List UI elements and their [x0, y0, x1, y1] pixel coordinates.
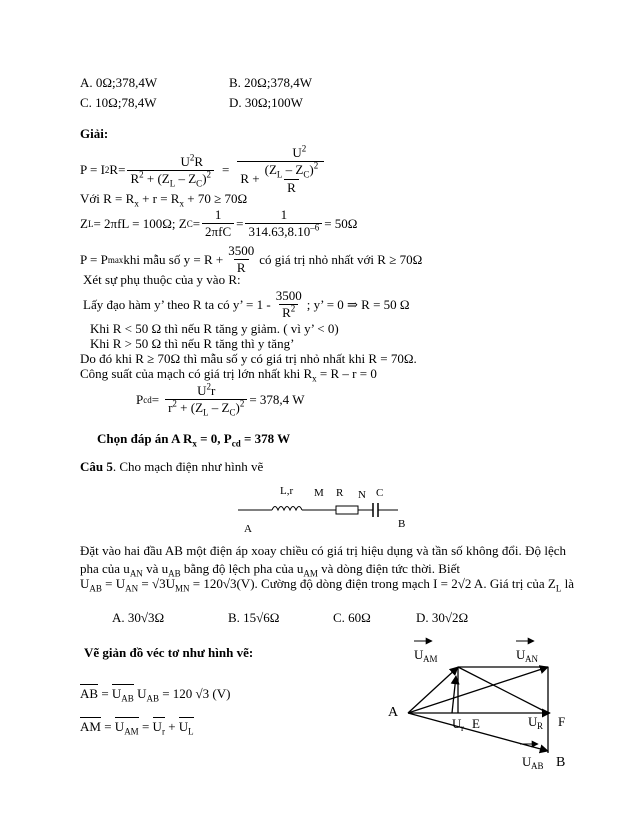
option-c: C. 10Ω;78,4W [80, 95, 157, 110]
label-ur: U [452, 716, 462, 731]
circuit-diagram [236, 480, 426, 535]
label-a-point: A [388, 705, 399, 720]
am-vector-line: AM = $U_{AM} = U_r + U_L$ [80, 719, 194, 737]
khi-line-2: Khi R > 50 Ω thì nếu R tăng thì y tăng’ [90, 336, 295, 351]
svg-text:r: r [461, 723, 464, 733]
question-5-text: Đặt vào hai đầu AB một điện áp xoay chiều có giá trị hiệu dụng và tần số không đổi. Độ lệch pha của $u_{AN}$ và $u_{AB}$ bằng độ lệch pha của $u_{AM}$ và dòng điện tức thời. Biết [80, 543, 566, 579]
option-d: D. 30Ω;100W [229, 95, 303, 110]
label-b-point: B [556, 755, 566, 770]
do-do-line: Do đó khi R ≥ 70Ω thì mẫu số y có giá trị nhỏ nhất khi R = 70Ω. [80, 351, 417, 366]
power-formula: P = I 2 R= $\frac{U^2R}{R^2 + (Z_L - Z_C)^2}$ = $U^2$ R + $\frac{(Z_L - Z_C)^2}{R}$ [80, 146, 326, 195]
svg-text:AB: AB [531, 761, 544, 771]
pcd-formula: P cd = $\frac{U^2r}{r^2 + (Z_L - Z_C)^2}$ = 378,4 W [136, 381, 305, 418]
vector-uan [408, 667, 548, 713]
q5-option-d: D. 30√2Ω [416, 610, 469, 625]
vector-ul [452, 676, 456, 713]
resistor [336, 506, 358, 514]
label-m: M [314, 487, 324, 499]
khi-line-1: Khi R < 50 Ω thì nếu R tăng y giảm. ( vì y’ < 0) [90, 321, 339, 336]
cong-suat-line: Công suất của mạch có giá trị lớn nhất khi $R_x = R - r = 0$ [80, 366, 377, 384]
svg-text:R: R [537, 721, 544, 731]
svg-text:AN: AN [525, 654, 538, 664]
pmax-line: P = P max khi mẫu số y = R + $\frac{3500}{R}$ có giá trị nhỏ nhất với R ≥ 70Ω [80, 243, 423, 276]
segment-mf [458, 667, 548, 713]
xet-line: Xét sự phụ thuộc của y vào R: [83, 272, 241, 287]
impedance-line: Z L = 2πfL = 100Ω; Z C = $\frac{1}{\text{2πfC}}$ = $\frac{1}{314.63,8.10^{-6}}$ = 50Ω [80, 207, 358, 240]
label-b: B [398, 518, 406, 530]
vector-uam [408, 667, 458, 713]
label-f: F [558, 714, 566, 729]
label-uam: U [414, 647, 424, 662]
label-uab: U [522, 754, 532, 769]
label-r: R [336, 487, 344, 499]
label-lr: L,r [280, 485, 294, 497]
voltage-line: $U_{AB} = U_{AN} = √3U_{MN} = 120√3(V)$. Cường độ dòng điện trong mạch I = 2√2 A. Giá trị của $Z_L$ là [80, 576, 575, 594]
vector-diagram-heading: Vẽ giản đồ véc tơ như hình vẽ: [84, 645, 254, 660]
label-uan: U [516, 647, 526, 662]
option-a: A. 0Ω;378,4W [80, 75, 158, 90]
derivative-line: Lấy đạo hàm y’ theo R ta có y’ = 1 - $\frac{3500}{R^2}$ ; y’ = 0 ⇒ R = 50 Ω [83, 288, 410, 321]
q5-option-a: A. 30√3Ω [112, 610, 165, 625]
answer-line: Chọn đáp án A $R_x = 0$, $P_{cd} = 378$ W [97, 431, 291, 449]
phasor-diagram [380, 636, 595, 776]
label-a: A [244, 523, 252, 535]
label-e: E [472, 716, 480, 731]
q5-option-b: B. 15√6Ω [228, 610, 280, 625]
r-condition: Với $R = R_x + r = R_x + 70 \ge 70\Omega$ [80, 191, 248, 209]
svg-text:AM: AM [423, 654, 438, 664]
question-5-title: Câu 5. Cho mạch điện như hình vẽ [80, 459, 264, 474]
inductor-coil [272, 507, 302, 511]
label-uR: U [528, 714, 538, 729]
option-b: B. 20Ω;378,4W [229, 75, 312, 90]
solution-heading: Giải: [80, 126, 109, 141]
label-n: N [358, 489, 366, 501]
q5-option-c: C. 60Ω [333, 610, 371, 625]
ab-vector-line: AB = $U_{AB}$ $U_{AB} = 120$ √3 (V) [80, 686, 231, 704]
label-c: C [376, 487, 384, 499]
